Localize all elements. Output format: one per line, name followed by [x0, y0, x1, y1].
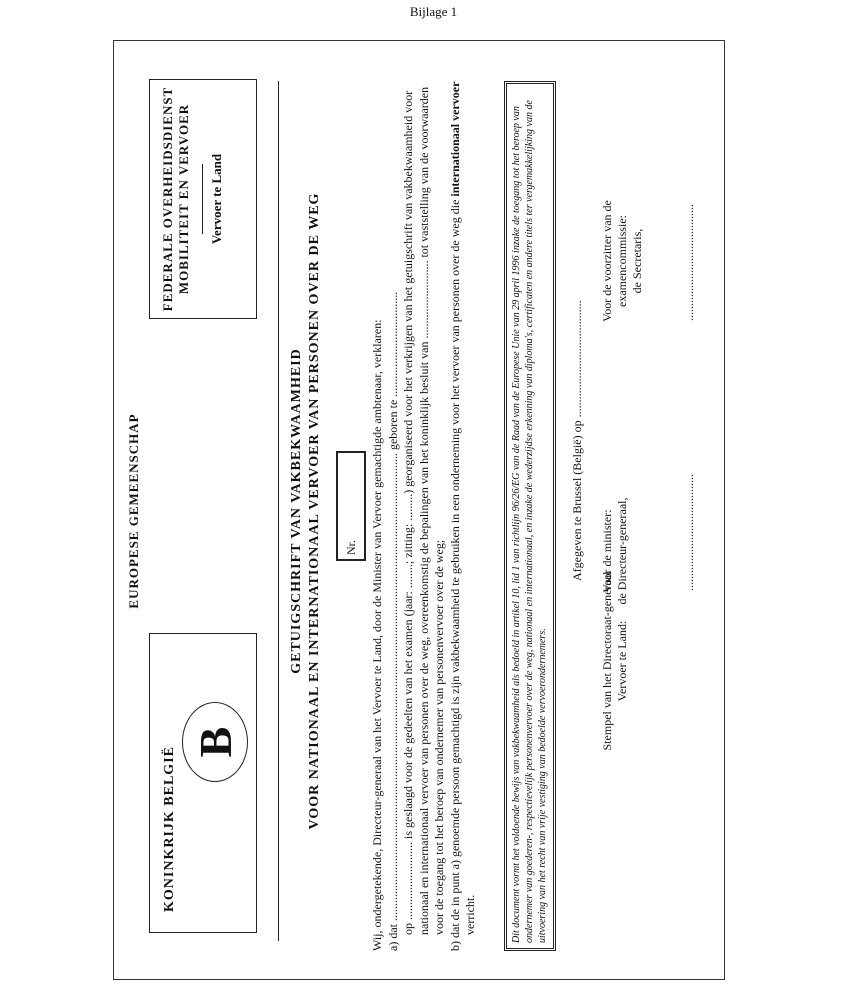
- certificate-subtitle: VOOR NATIONAAL EN INTERNATIONAAL VERVOER VAN PERSONEN OVER DE WEG: [307, 192, 322, 830]
- chair-signature-caption: [600, 161, 645, 361]
- agency-box: [149, 79, 257, 319]
- clause-b-bold: internationaal vervoer: [447, 81, 462, 197]
- country-name: KONINKRIJK BELGIË: [162, 746, 177, 912]
- agency-divider: [202, 164, 203, 234]
- minister-signature-caption: [600, 471, 630, 631]
- certificate-title: GETUIGSCHRIFT VAN VAKBEKWAAMHEID: [289, 348, 304, 674]
- country-emblem-icon: B: [182, 702, 248, 782]
- country-box: [149, 633, 257, 933]
- certificate-number-box: [336, 451, 366, 561]
- clause-a-line1: a) dat ............................................................................................................................................................ geboren te ...................................: [385, 291, 400, 951]
- chair-line2: de Secretaris,: [630, 228, 644, 294]
- certificate-page: [114, 41, 726, 981]
- chair-line1: Voor de voorzitter van de examencommissie:: [600, 200, 629, 322]
- clause-b-post: verricht.: [463, 894, 477, 935]
- minister-line2: de Directeur-generaal,: [615, 497, 629, 605]
- stamp-line1: Stempel van het Directoraat-generaal: [600, 571, 614, 751]
- header-divider: [278, 81, 279, 941]
- clause-b-pre: b) dat de in punt a) genoemde persoon gemachtigd is zijn vakbekwaamheid te gebruiken in een onderneming voor het vervoer van personen over de weg die: [447, 196, 462, 951]
- community-heading: EUROPESE GEMEENSCHAP: [126, 413, 141, 609]
- minister-line1: Voor de minister:: [600, 509, 614, 593]
- agency-line3: Vervoer te Land: [209, 153, 224, 245]
- stamp-line2: Vervoer te Land:: [615, 620, 629, 702]
- agency-line1: FEDERALE OVERHEIDSDIENST: [160, 86, 175, 312]
- chair-signature-line: .......................................: [682, 204, 696, 321]
- certificate-number-label: Nr.: [344, 540, 358, 555]
- certificate-body: [370, 81, 479, 951]
- annex-label: Bijlage 1: [409, 4, 458, 19]
- minister-signature-line: .......................................: [682, 474, 696, 591]
- issued-place-date: Afgegeven te Brussel (België) op .......................................: [570, 300, 584, 581]
- certificate-frame: [113, 40, 725, 980]
- legal-notice: Dit document vormt het voldoende bewijs van vakbekwaamheid als bedoeld in artikel 10, lid 1 van richtlijn 96/26/EG van de Raad van de Europese Unie van 29 april 1996 inzake de toegang tot het beroep van ondernemer van goederen-, respectievelijk personenvervoer over de weg, nationaal en internationaal, en inzake de wederzijdse erkenning van diploma's, certificaten en andere titels ter vergemakkelijking van de uitvoering van het recht van vrije vestiging van bedoelde vervoerondernemers.: [504, 81, 556, 951]
- body-intro: Wij, ondergetekende, Directeur-generaal van het Vervoer te Land, door de Minister van Vervoer gemachtigde ambtenaar, verklaren:: [370, 319, 384, 951]
- clause-a-text: op .......................... is geslaagd voor de gedeelten van het examen (jaar: ........; zitting: .........) georganiseerd voor het verkrijgen van het getuigschrift van vakbekwaamheid voor nationaal en internationaal vervoer van personen over de weg, overeenkomstig de bepalingen van het koninklijk besluit van .......................... tot vaststelling van de voorwaarden voor de toegang tot het beroep van ondernemer van personenvervoer over de weg;: [401, 86, 446, 935]
- agency-line2: MOBILITEIT EN VERVOER: [176, 103, 191, 295]
- clause-b: [448, 81, 479, 951]
